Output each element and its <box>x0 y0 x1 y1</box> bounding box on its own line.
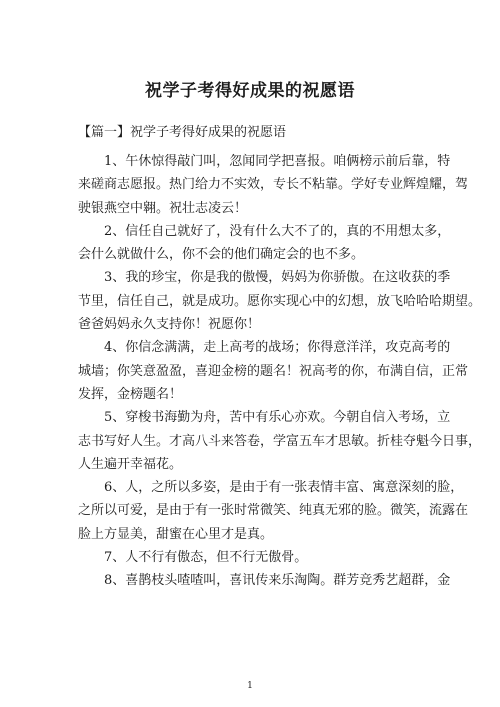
text-line: 人生遍开幸福花。 <box>78 456 183 472</box>
paragraph <box>78 220 451 267</box>
text-line: 来磋商志愿报。热门给力不实效，专长不粘靠。学好专业辉煌耀，驾 <box>78 177 469 193</box>
text-line: 志书写好人生。才高八斗来答卷，学富五车才思敏。折桂夺魁今日事， <box>78 433 482 449</box>
text-line: 7、人不行有傲态，但不行无傲骨。 <box>104 550 308 566</box>
paragraph <box>78 546 428 569</box>
text-line: 会什么就做什么，你不会的他们确定会的也不多。 <box>78 247 365 263</box>
text-line: 之所以可爱，是由于有一张时常微笑、纯真无邪的脸。微笑，流露在 <box>78 503 469 519</box>
text-line: 城墙；你笑意盈盈，喜迎金榜的题名！祝高考的你，布满自信，正常 <box>78 363 469 379</box>
paragraph <box>78 476 469 546</box>
text-line: 6、人，之所以多姿，是由于有一张表情丰富、寓意深刻的脸， <box>104 480 464 496</box>
section-heading: 【篇一】祝学子考得好成果的祝愿语 <box>78 125 287 140</box>
text-line: 发挥，金榜题名！ <box>78 386 183 402</box>
text-line: 8、喜鹊枝头喳喳叫，喜讯传来乐淘陶。群芳竞秀艺超群，金 <box>104 573 451 589</box>
paragraph <box>78 336 469 406</box>
document-title: 祝学子考得好成果的祝愿语 <box>145 81 355 101</box>
text-line: 5、穿梭书海勤为舟，苦中有乐心亦欢。今朝自信入考场，立 <box>104 410 451 426</box>
paragraph <box>78 150 469 220</box>
text-line: 爸爸妈妈永久支持你！祝愿你！ <box>78 317 261 333</box>
text-line: 驶银燕空中翱。祝壮志凌云！ <box>78 200 248 216</box>
text-line: 2、信任自己就好了，没有什么大不了的，真的不用想太多， <box>104 223 451 239</box>
text-line: 节里，信任自己，就是成功。愿你实现心中的幻想，放飞哈哈哈期望。 <box>78 293 482 309</box>
text-line: 4、你信念满满，走上高考的战场；你得意洋洋，攻克高考的 <box>104 340 451 356</box>
text-line: 脸上方显美，甜蜜在心里才是真。 <box>78 526 274 542</box>
paragraph <box>78 569 451 592</box>
document-body <box>78 150 482 593</box>
text-line: 3、我的珍宝，你是我的傲慢，妈妈为你骄傲。在这收获的季 <box>104 270 451 286</box>
paragraph <box>78 266 482 336</box>
text-line: 1、午休惊得敲门叫，忽闻同学把喜报。咱俩榜示前后靠，特 <box>104 154 451 169</box>
paragraph <box>78 406 482 476</box>
page-number: 1 <box>247 681 253 691</box>
